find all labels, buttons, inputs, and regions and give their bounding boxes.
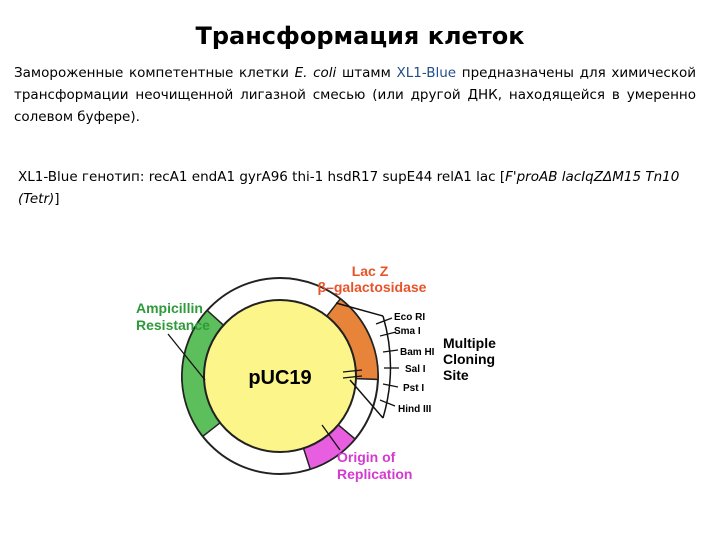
mcs-label-2: Cloning [443,351,496,367]
resistance-label: Resistance [136,317,210,333]
origin-label: Origin of [337,449,396,465]
genotype-suffix: ] [54,191,60,207]
genotype-italic: F'proAB lacIqZΔM15 Tn10 (Tetr) [18,169,680,207]
site-pst-i: Pst I [403,383,425,394]
lacz-label: Lac Z [351,263,389,279]
site-hind-iii: Hind III [398,404,432,415]
beta-gal-label: β–galactosidase [317,279,427,295]
site-tick [383,384,398,387]
intro-strain: XL1-Blue [396,65,457,81]
site-eco-ri: Eco RI [394,312,426,323]
intro-ecoli: E. coli [294,65,337,81]
ampicillin-label: Ampicillin [136,300,203,316]
genotype-prefix: XL1-Blue генотип: recA1 endA1 gyrA96 thi-1 hsdR17 supE44 relA1 lac [ [18,169,506,185]
page-title: Трансформация клеток [195,22,525,50]
mcs-label-1: Multiple [443,335,496,351]
intro-text-2: штамм [336,65,397,81]
plasmid-name: pUC19 [248,367,312,389]
site-sma-i: Sma I [394,326,421,337]
site-bam-hi: Bam HI [400,347,435,358]
replication-label: Replication [337,466,413,482]
site-sal-i: Sal I [405,364,426,375]
intro-text-1: Замороженные компетентные клетки [14,65,295,81]
intro-text-3: предназначены для химической трансформации неочищенной лигазной смесью (или другой ДНК, находящейся в умеренно солевом буфере). [14,65,697,125]
mcs-label-3: Site [443,367,469,383]
